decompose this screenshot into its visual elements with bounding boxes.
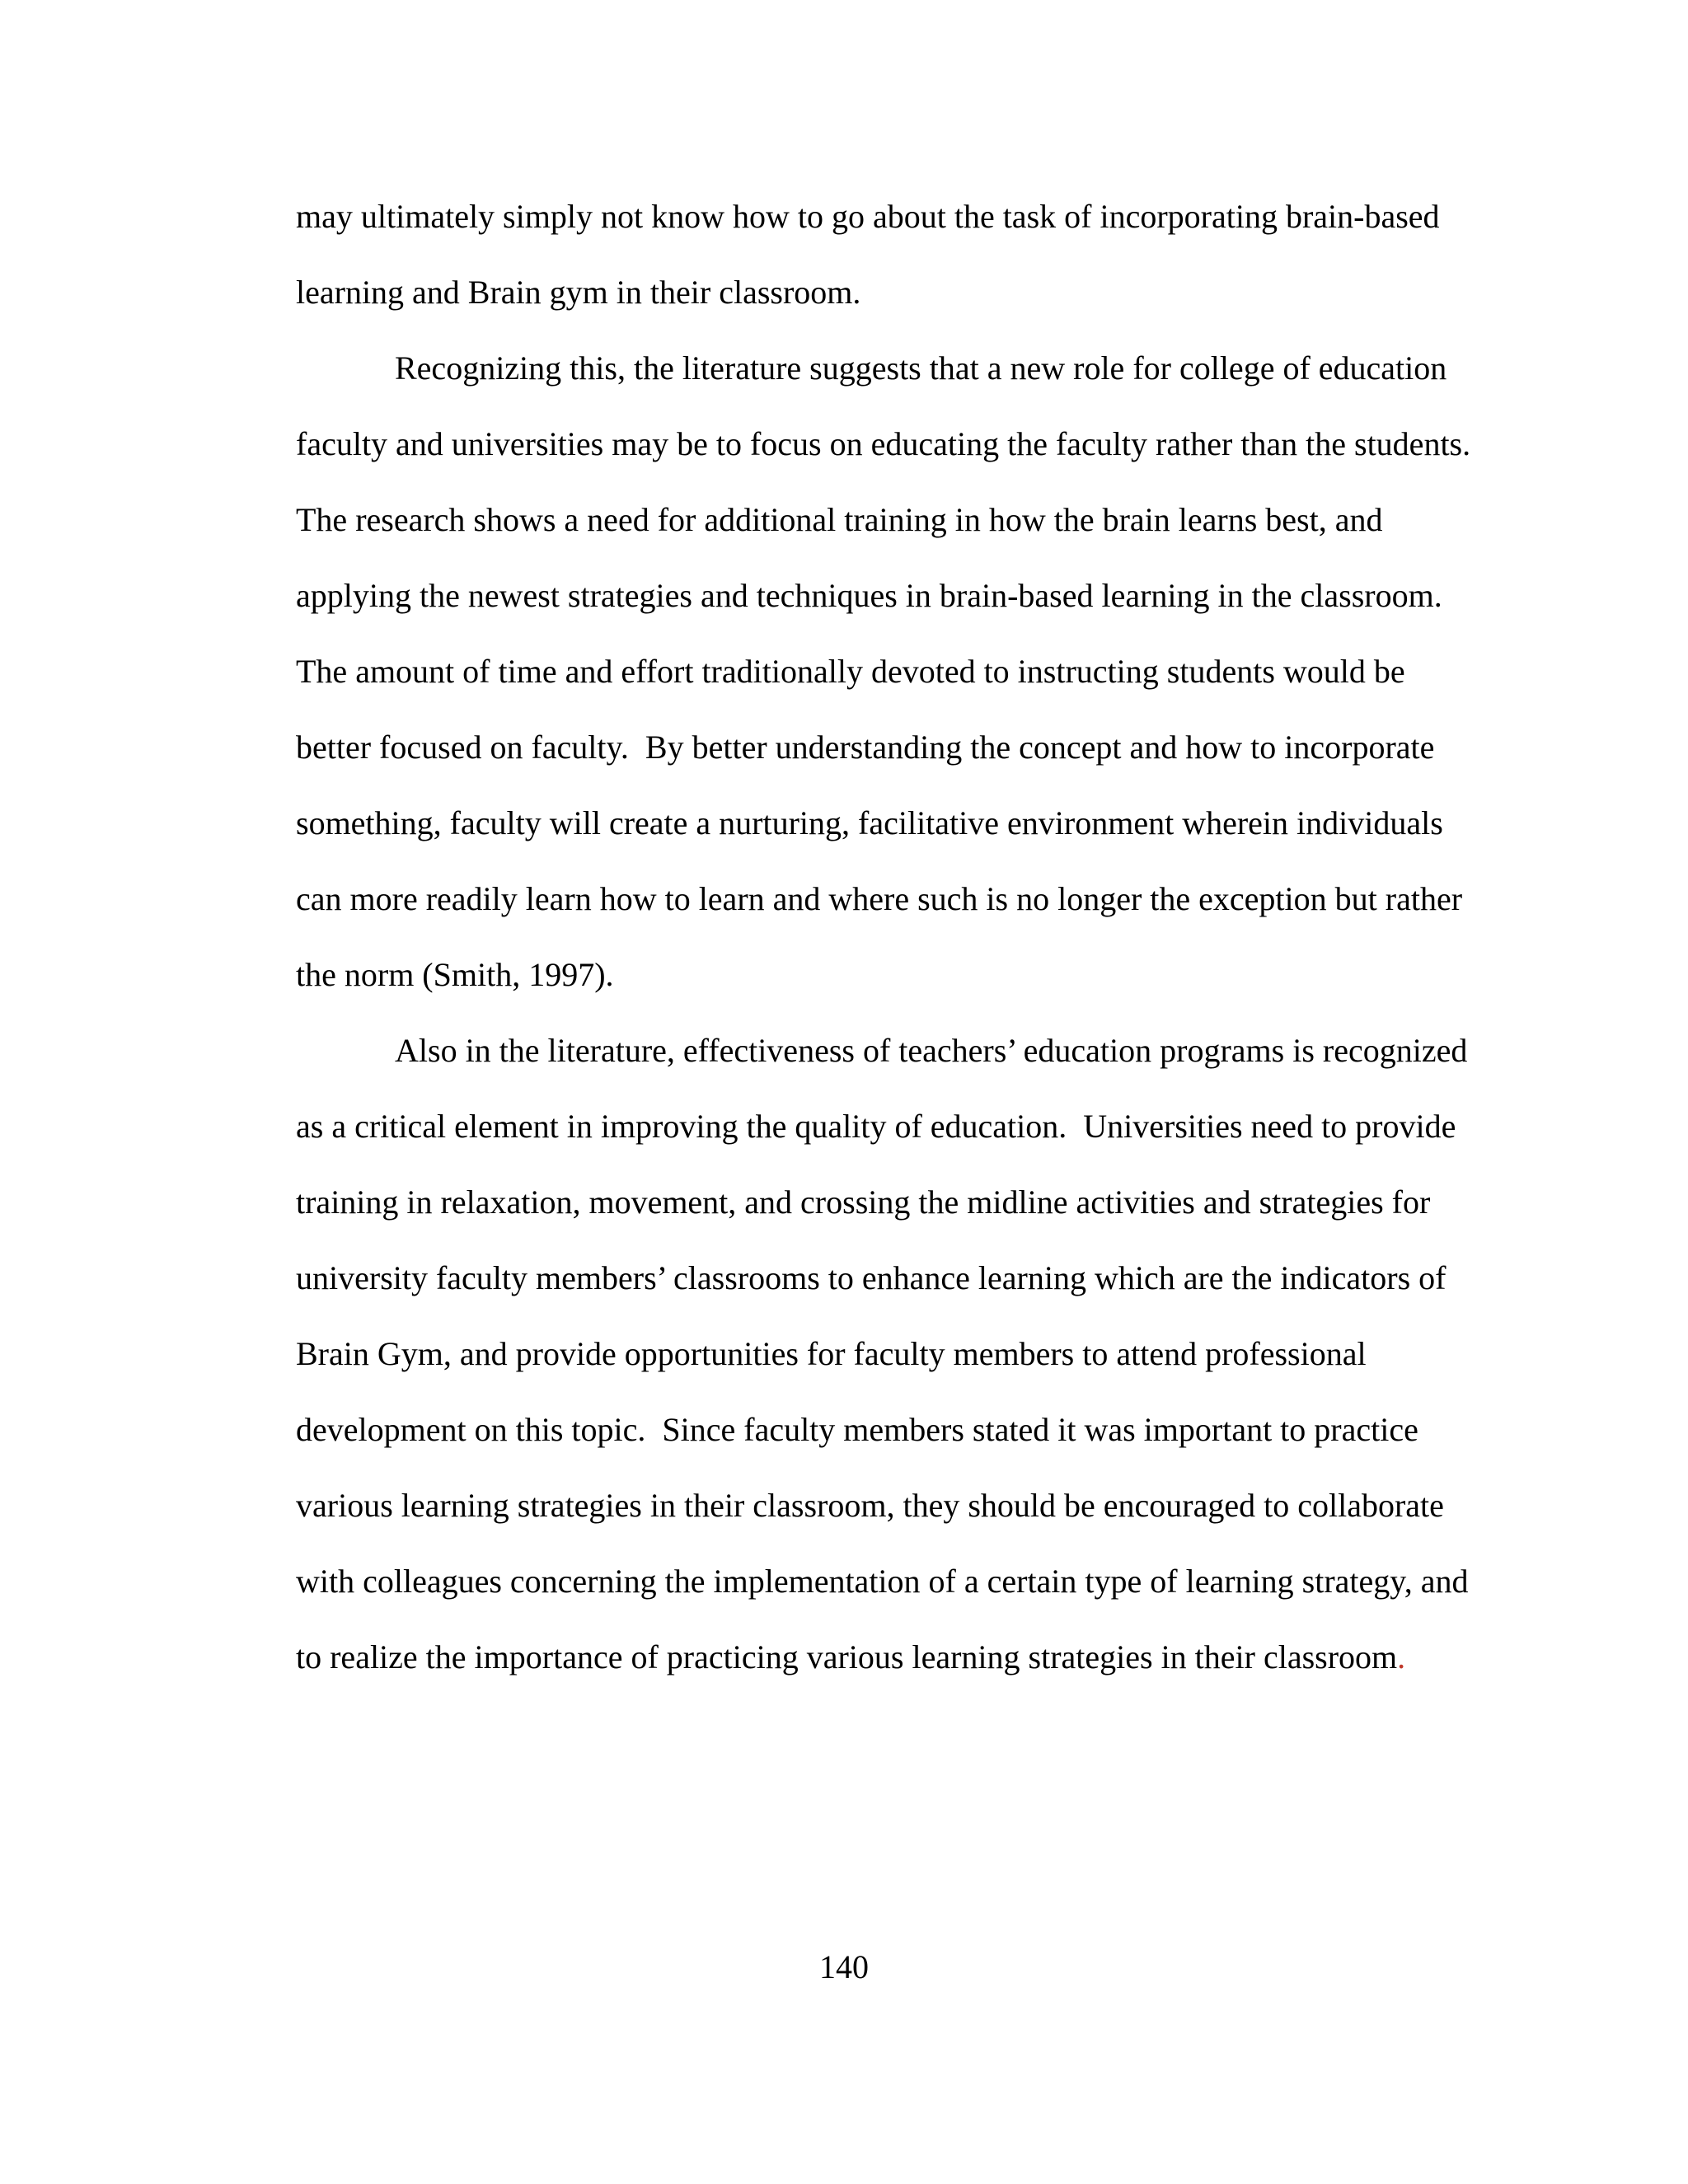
paragraph-2-line-8: can more readily learn how to learn and where such is no longer the exception but rather bbox=[296, 880, 1463, 917]
paragraph-3-line-2: as a critical element in improving the quality of education. Universities need to provide bbox=[296, 1108, 1456, 1145]
paragraph-3-line-9 bbox=[296, 1632, 1483, 1708]
paragraph-3-line-1: Also in the literature, effectiveness of teachers’ education programs is recognized bbox=[395, 1032, 1468, 1069]
paragraph-2-line-4: applying the newest strategies and techniques in brain-based learning in the classroom. bbox=[296, 577, 1442, 614]
paragraph-2-line-7: something, faculty will create a nurturing, facilitative environment wherein individuals bbox=[296, 804, 1443, 841]
paragraph-2-line-5: The amount of time and effort traditionally devoted to instructing students would be bbox=[296, 653, 1405, 690]
paragraph-3-line-3: training in relaxation, movement, and crossing the midline activities and strategies for bbox=[296, 1183, 1431, 1221]
paragraph-3-line-9-text: to realize the importance of practicing various learning strategies in their classroom bbox=[296, 1638, 1398, 1675]
paragraph-3-line-4: university faculty members’ classrooms to enhance learning which are the indicators of bbox=[296, 1259, 1447, 1296]
paragraph-3-line-5: Brain Gym, and provide opportunities for faculty members to attend professional bbox=[296, 1335, 1367, 1372]
paragraph-1-line-1: may ultimately simply not know how to go about the task of incorporating brain-based bbox=[296, 198, 1440, 235]
final-period: . bbox=[1397, 1638, 1406, 1675]
paragraph-2-line-3: The research shows a need for additional training in how the brain learns best, and bbox=[296, 501, 1383, 538]
paragraph-3-line-8: with colleagues concerning the implementation of a certain type of learning strategy, and bbox=[296, 1563, 1469, 1600]
paragraph-3-line-6: development on this topic. Since faculty members stated it was important to practice bbox=[296, 1411, 1418, 1448]
page-number: 140 bbox=[819, 1948, 869, 1985]
paragraph-2-line-6: better focused on faculty. By better understanding the concept and how to incorporate bbox=[296, 729, 1435, 766]
paragraph-3-line-7: various learning strategies in their classroom, they should be encouraged to collaborate bbox=[296, 1487, 1444, 1524]
paragraph-2-line-1: Recognizing this, the literature suggests that a new role for college of education bbox=[395, 349, 1447, 387]
body-text bbox=[296, 191, 1483, 1708]
paragraph-2-line-2: faculty and universities may be to focus on educating the faculty rather than the students. bbox=[296, 425, 1471, 462]
paragraph-2-line-9: the norm (Smith, 1997). bbox=[296, 956, 614, 993]
paragraph-1-line-2: learning and Brain gym in their classroom. bbox=[296, 274, 861, 311]
